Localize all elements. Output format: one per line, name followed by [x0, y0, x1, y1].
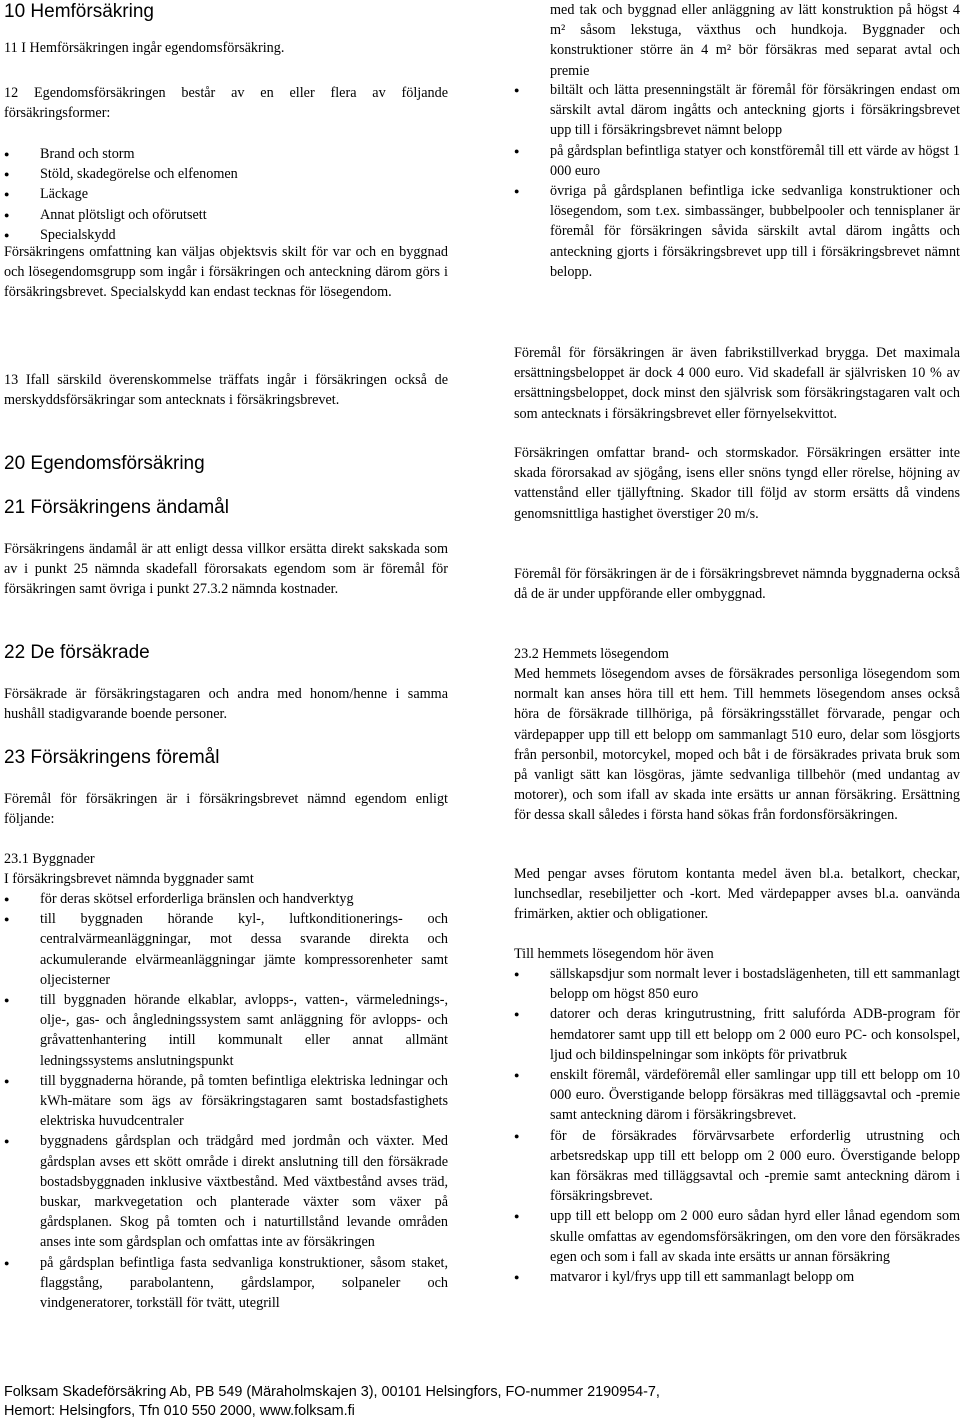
- section-21-heading: 21 Försäkringens ändamål: [4, 497, 229, 518]
- list-item: ● för de försäkrades förvärvsarbete erforderlig utrustning och arbetsredskap upp till ett belopp om 2 000 euro. Överstigande belopp kan försäkras med tilläggsavtal och -premie samt anteckning därom i försäkringsbrevet.: [514, 1126, 960, 1207]
- continued-list-text: med tak och byggnad eller anläggning av lätt konstruktion på högst 4 m² såsom lekstuga, växthus och hundkoja. Byggnader och konstruktioner större än 4 m² bör försäkras med separat avtal och premie: [550, 2, 960, 79]
- belongings-list: [514, 964, 960, 1287]
- list-item: ● sällskapsdjur som normalt lever i bostadslägenheten, till ett sammanlagt belopp om högst 850 euro: [514, 964, 960, 1004]
- list-item: ● byggnadens gårdsplan och trädgård med jordmån och växter. Med gårdsplan avses ett skött område i direkt anslutning till den försäkrade bostadsbyggnaden inklusive växtbestånd. Med växtbestånd avses träd, buskar, markvegetation och planterade växter som växer på gårdsplanen. Skog på tomten och i naturtillstånd levande områden anses inte som gårdsplan och omfattas inte av försäkringen: [4, 1131, 448, 1252]
- page-footer: [4, 1383, 956, 1421]
- scope-paragraph: Försäkringens omfattning kan väljas objektsvis skilt för var och en byggnad och lösegendomsgrupp som ingår i försäkringen och anteckning därom görs i försäkringsbrevet. Specialskydd kan endast tecknas för lösegendom.: [4, 244, 448, 301]
- list-item: ● biltält och lätta presenningstält är föremål för försäkringen endast om särskilt avtal därom ingåtts och anteckning gjorts i försäkringsbrevet upp till i försäkringsbrevet nämnt belopp: [514, 80, 960, 141]
- yard-items-list: [514, 80, 960, 282]
- paragraph-21: Försäkringens ändamål är att enligt dessa villkor ersätta direkt sakskada som av i punkt 25 nämnda skadefall förorsakats egendom som är föremål för försäkringen samt övriga i punkt 27.3.2 nämnda kostnader.: [4, 541, 448, 598]
- list-item: ● Brand och storm: [4, 144, 448, 164]
- section-10-heading: 10 Hemförsäkring: [4, 1, 154, 22]
- list-item: ● Stöld, skadegörelse och elfenomen: [4, 164, 448, 184]
- paragraph-23-2: Med hemmets lösegendom avses de försäkrades personliga lösegendom som normalt kan anses höra till ett hem. Till hemmets lösegendom anses också höra de försäkrade tillhöriga, på försäkringsstället förvarade, pengar och värdepapper upp till ett belopp om sammanlagt 510 euro, delar som lösgjorts från personbil, motorcykel, moped och båt i de försäkrades privata bruk som på vanligt sätt kan lösgöras, jämte sedvanliga tillbehör (med undantag av motorer), och som ifall av skada inte ersätts ur annan försäkring. Ersättning för dessa skall således i första hand sökas från fordonsförsäkringen.: [514, 666, 960, 824]
- paragraph-12: 12 Egendomsförsäkringen består av en eller flera av följande försäkringsformer:: [4, 85, 448, 122]
- list-item: ● upp till ett belopp om 2 000 euro sådan hyrd eller lånad egendom som skulle omfattas av egendomsförsäkringen, om den vore den försäkrades egen och som i fall av skada inte ersätts ur annan försäkring: [514, 1206, 960, 1267]
- paragraph-22: Försäkrade är försäkringstagaren och andra med honom/henne i samma hushåll stadigvarande boende personer.: [4, 686, 448, 723]
- footer-line-2: Hemort: Helsingfors, Tfn 010 550 2000, www.folksam.fi: [4, 1403, 355, 1419]
- section-23-heading: 23 Försäkringens föremål: [4, 747, 220, 768]
- paragraph-11: 11 I Hemförsäkringen ingår egendomsförsäkring.: [4, 40, 285, 56]
- under-construction-paragraph: Föremål för försäkringen är de i försäkringsbrevet nämnda byggnaderna också då de är under uppförande eller ombyggnad.: [514, 566, 960, 603]
- section-22-heading: 22 De försäkrade: [4, 642, 150, 663]
- section-23-2-heading: 23.2 Hemmets lösegendom: [514, 646, 669, 662]
- list-item: ● Specialskydd: [4, 225, 448, 245]
- list-item: ● Läckage: [4, 184, 448, 204]
- prefab-jetty-paragraph: Föremål för försäkringen är även fabrikstillverkad brygga. Det maximala ersättningsbeloppet är dock 4 000 euro. Vid skadefall är självrisken 10 % av ersättningsbeloppet, dock minst den självrisk som försäkringstagaren valt och som antecknats i försäkringsbrevet eller förnyelsekvittot.: [514, 345, 960, 422]
- section-20-heading: 20 Egendomsförsäkring: [4, 453, 205, 474]
- list-item: ● till byggnaderna hörande, på tomten befintliga elektriska ledningar och kWh-mätare som ägs av försäkringstagaren samt bostadsfastighets elektriska huvudcentraler: [4, 1071, 448, 1132]
- list-item: ● till byggnaden hörande kyl-, luftkonditionerings- och centralvärmeanläggningar, mot dessa svarande direkta och ackumulerande elvärmeanläggningar jämte kompressorenheter samt oljecisterner: [4, 909, 448, 990]
- insurance-forms-list: [4, 144, 448, 245]
- list-item: ● Annat plötsligt och oförutsett: [4, 205, 448, 225]
- list-item: ● på gårdsplan befintliga statyer och konstföremål till ett värde av högst 1 000 euro: [514, 141, 960, 181]
- storm-damage-paragraph: Försäkringen omfattar brand- och stormskador. Försäkringen ersätter inte skada förorsakad av sjögång, isens eller snöns tyngd eller rörelse, höjning av vattenstånd eller tjällyftning. Skador till följd av storm ersätts då vindens genomsnittliga hastighet överstiger 20 m/s.: [514, 445, 960, 522]
- list-item: ● enskilt föremål, värdeföremål eller samlingar upp till ett belopp om 10 000 euro. Överstigande belopp försäkras med tilläggsavtal och -premie samt anteckning därom i försäkringsbrevet.: [514, 1065, 960, 1126]
- list-item: ● matvaror i kyl/frys upp till ett sammanlagt belopp om: [514, 1267, 960, 1287]
- list-item: ● datorer och deras kringutrustning, fritt salufórda ADB-program för hemdatorer samt upp till ett belopp om 2 000 euro PC- och konsolspel, ljud och bildinspelningar som inköpts för privatbruk: [514, 1004, 960, 1065]
- paragraph-23: Föremål för försäkringen är i försäkringsbrevet nämnd egendom enligt följande:: [4, 791, 448, 828]
- list-item: ● för deras skötsel erforderliga bränslen och handverktyg: [4, 889, 448, 909]
- buildings-list: [4, 889, 448, 1313]
- section-23-1-intro: I försäkringsbrevet nämnda byggnader samt: [4, 871, 254, 887]
- money-paragraph: Med pengar avses förutom kontanta medel även bl.a. betalkort, checkar, lunchsedlar, resebiljetter och -kort. Med värdepapper avses bl.a. oanvända frimärken, aktier och obligationer.: [514, 866, 960, 923]
- list-item: ● till byggnaden hörande elkablar, avlopps-, vatten-, värmelednings-, olje-, gas- och ångledningssystem samt anläggning för avlopps- och gråvattenhantering intill kommunalt eller annat allmänt ledningssystems anslutningspunkt: [4, 990, 448, 1071]
- list-item: ● övriga på gårdsplanen befintliga icke sedvanliga konstruktioner och lösegendom, som t.ex. simbassänger, bubbelpooler och tennisplaner är föremål för försäkringen såvida särskilt avtal därom ingåtts och anteckning gjorts i försäkringsbrevet upp till i försäkringsbrevet nämnt belopp.: [514, 181, 960, 282]
- footer-line-1: Folksam Skadeförsäkring Ab, PB 549 (Märaholmskajen 3), 00101 Helsingfors, FO-nummer 2190954-7,: [4, 1384, 660, 1400]
- belongings-intro: Till hemmets lösegendom hör även: [514, 946, 714, 962]
- section-23-1-heading: 23.1 Byggnader: [4, 851, 95, 867]
- list-item: ● på gårdsplan befintliga fasta sedvanliga konstruktioner, såsom staket, flaggstång, parabolantenn, gårdslampor, solpaneler och vindgeneratorer, torkställ för tvätt, utegrill: [4, 1253, 448, 1314]
- paragraph-13: 13 Ifall särskild överenskommelse träffats ingår i försäkringen också de merskyddsförsäkringar som antecknats i försäkringsbrevet.: [4, 372, 448, 409]
